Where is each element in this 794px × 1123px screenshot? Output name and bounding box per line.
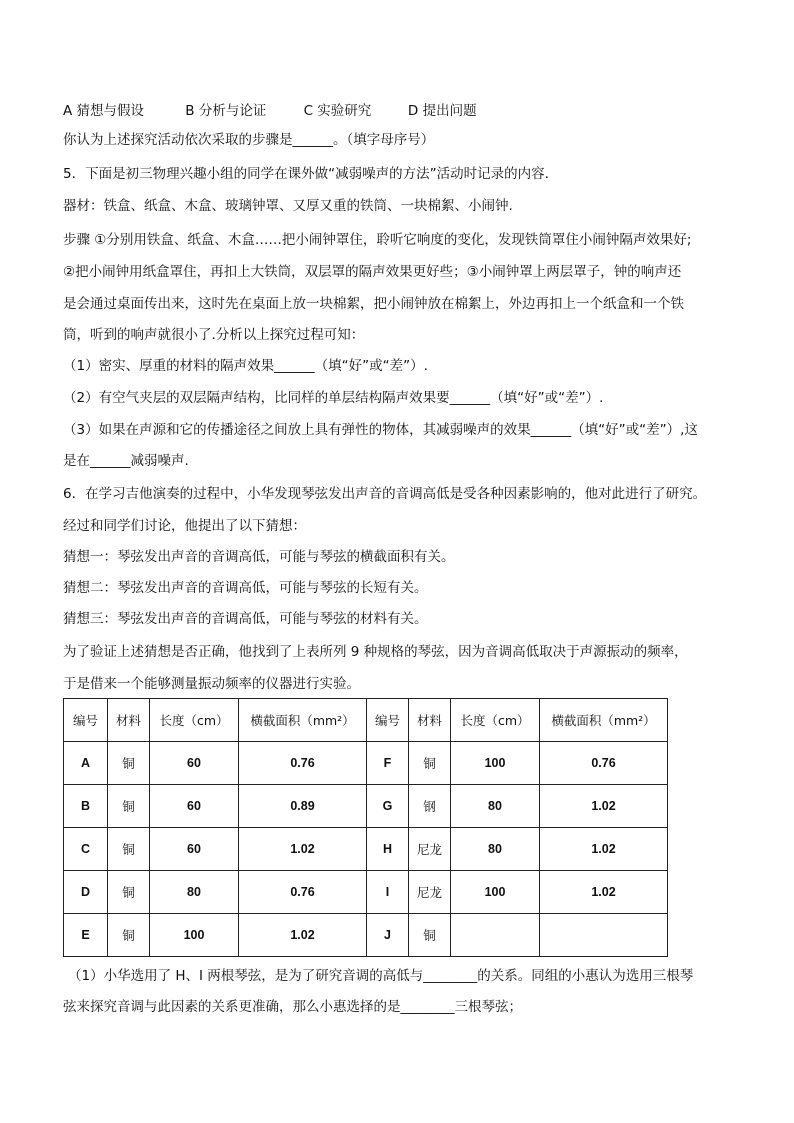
table-row — [64, 871, 668, 914]
header-cell: 长度（cm） — [150, 699, 239, 742]
table-cell: 铜 — [409, 742, 451, 785]
table-cell: 1.02 — [540, 828, 668, 871]
q5-materials: 器材：铁盒、纸盒、木盒、玻璃钟罩、又厚又重的铁筒、一块棉絮、小闹钟. — [63, 198, 513, 214]
header-cell: 长度（cm） — [451, 699, 540, 742]
table-cell: 铜 — [108, 914, 150, 957]
table-row — [64, 785, 668, 828]
q6-method-line1: 为了验证上述猜想是否正确，他找到了上表所列 9 种规格的琴弦，因为音调高低取决于声源振动的频率， — [63, 644, 688, 660]
q6-sub1-line2: 弦来探究音调与此因素的关系更准确，那么小惠选择的是________三根琴弦； — [63, 999, 522, 1015]
table-cell: 铜 — [108, 871, 150, 914]
header-cell: 横截面积（mm²） — [239, 699, 367, 742]
table-cell: 80 — [451, 828, 540, 871]
table-header-row — [64, 699, 668, 742]
q5-sub3-line1: （3）如果在声源和它的传播途径之间放上具有弹性的物体，其减弱噪声的效果______（填“好”或“差”）,这 — [63, 422, 698, 438]
q5-sub2: （2）有空气夹层的双层隔声结构，比同样的单层结构隔声效果要______（填“好”或“差”）. — [63, 390, 604, 406]
option-d: D 提出问题 — [407, 103, 477, 119]
table-cell — [540, 914, 668, 957]
table-cell: 60 — [150, 742, 239, 785]
table-row — [64, 914, 668, 957]
q6-guess2: 猜想二：琴弦发出声音的音调高低，可能与琴弦的长短有关。 — [63, 580, 428, 596]
q6-sub1-line1: （1）小华选用了 H、I 两根琴弦，是为了研究音调的高低与________的关系。同组的小惠认为选用三根琴 — [68, 968, 694, 984]
table-cell: 铜 — [108, 742, 150, 785]
header-cell: 编号 — [367, 699, 409, 742]
table-cell: 尼龙 — [409, 828, 451, 871]
table-row — [64, 742, 668, 785]
option-c: C 实验研究 — [303, 103, 372, 119]
table-cell: 1.02 — [239, 828, 367, 871]
table-cell: J — [367, 914, 409, 957]
table-cell: 60 — [150, 828, 239, 871]
table-cell: 1.02 — [540, 785, 668, 828]
q5-steps-line1: 步骤 ①分别用铁盒、纸盒、木盒……把小闹钟罩住，聆听它响度的变化，发现铁筒罩住小闹钟隔声效果好; — [63, 232, 692, 248]
q6-guess1: 猜想一：琴弦发出声音的音调高低，可能与琴弦的横截面积有关。 — [63, 549, 455, 565]
table-cell: A — [64, 742, 108, 785]
q6-method-line2: 于是借来一个能够测量振动频率的仪器进行实验。 — [63, 676, 360, 692]
table-cell: 0.76 — [239, 871, 367, 914]
options-line — [63, 101, 477, 121]
table-cell: 铜 — [108, 828, 150, 871]
q5-steps-line3: 是会通过桌面传出来，这时先在桌面上放一块棉絮，把小闹钟放在棉絮上，外边再扣上一个纸盒和一个铁 — [63, 296, 684, 312]
table-cell: 钢 — [409, 785, 451, 828]
table-cell: 0.89 — [239, 785, 367, 828]
q5-stem: 5．下面是初三物理兴趣小组的同学在课外做“减弱噪声的方法”活动时记录的内容. — [63, 166, 549, 182]
table-cell: F — [367, 742, 409, 785]
table-cell: C — [64, 828, 108, 871]
header-cell: 材料 — [409, 699, 451, 742]
q6-guess3: 猜想三：琴弦发出声音的音调高低，可能与琴弦的材料有关。 — [63, 611, 428, 627]
table-cell: E — [64, 914, 108, 957]
q6-stem-line2: 经过和同学们讨论，他提出了以下猜想： — [63, 518, 306, 534]
table-cell: 1.02 — [540, 871, 668, 914]
table-row — [64, 828, 668, 871]
table-cell: 80 — [150, 871, 239, 914]
table-cell: B — [64, 785, 108, 828]
q5-sub1: （1）密实、厚重的材料的隔声效果______（填“好”或“差”）. — [63, 358, 428, 374]
table-cell: H — [367, 828, 409, 871]
header-cell: 横截面积（mm²） — [540, 699, 668, 742]
table-cell: 铜 — [108, 785, 150, 828]
q6-stem: 6．在学习吉他演奏的过程中，小华发现琴弦发出声音的音调高低是受各种因素影响的，他对此进行了研究。 — [63, 486, 707, 502]
string-spec-table — [63, 698, 668, 957]
table-cell: 铜 — [409, 914, 451, 957]
table-cell: 100 — [451, 742, 540, 785]
table-cell: 100 — [451, 871, 540, 914]
header-cell: 材料 — [108, 699, 150, 742]
table-cell: 60 — [150, 785, 239, 828]
table-cell — [451, 914, 540, 957]
q5-sub3-line2: 是在______减弱噪声. — [63, 453, 189, 469]
table-cell: 80 — [451, 785, 540, 828]
header-cell: 编号 — [64, 699, 108, 742]
table-cell: 100 — [150, 914, 239, 957]
table-cell: D — [64, 871, 108, 914]
option-b: B 分析与论证 — [185, 103, 267, 119]
table-cell: 0.76 — [540, 742, 668, 785]
table-cell: I — [367, 871, 409, 914]
q4-answer-prompt: 你认为上述探究活动依次采取的步骤是______。（填字母序号） — [63, 132, 435, 148]
q5-steps-line2: ②把小闹钟用纸盒罩住，再扣上大铁筒，双层罩的隔声效果更好些；③小闹钟罩上两层罩子，钟的响声还 — [63, 264, 682, 280]
table-cell: 0.76 — [239, 742, 367, 785]
table-cell: G — [367, 785, 409, 828]
option-a: A 猜想与假设 — [63, 103, 145, 119]
table-cell: 1.02 — [239, 914, 367, 957]
table-cell: 尼龙 — [409, 871, 451, 914]
q5-steps-line4: 筒，听到的响声就很小了.分析以上探究过程可知： — [63, 327, 365, 343]
